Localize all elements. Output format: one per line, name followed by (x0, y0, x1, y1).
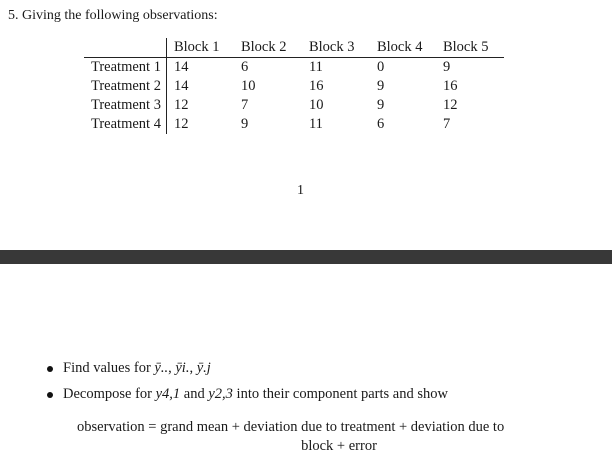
observations-table (84, 38, 504, 134)
table-corner-cell (84, 38, 166, 58)
table-cell: 11 (308, 59, 323, 75)
bullet-icon (47, 392, 53, 398)
table-cell: 9 (376, 78, 385, 94)
table-row (84, 58, 504, 78)
table-cell: 14 (173, 59, 189, 75)
list-item-decompose (44, 386, 448, 403)
treatment-mean-symbol: ȳi. (175, 360, 190, 376)
table-row (84, 115, 504, 134)
table-cell: 10 (240, 78, 256, 94)
row-header-treatment-1: Treatment 1 (84, 58, 166, 78)
formula-line-2: block + error (301, 438, 377, 454)
row-header-treatment-4: Treatment 4 (84, 115, 166, 134)
column-header-block-4: Block 4 (370, 38, 436, 58)
table-cell: 16 (442, 78, 458, 94)
page-separator (0, 250, 612, 264)
observation-y23: y2,3 (208, 386, 233, 402)
table-cell: 9 (240, 116, 249, 132)
table-row (84, 77, 504, 96)
page-two (0, 264, 612, 464)
table-cell: 0 (376, 59, 385, 75)
table-row (84, 96, 504, 115)
table-cell: 11 (308, 116, 323, 132)
grand-mean-symbol: ȳ.. (154, 360, 169, 376)
table-cell: 9 (376, 97, 385, 113)
table-cell: 10 (308, 97, 324, 113)
list-item-find-values: Find values for ȳ.., ȳi., ȳ.j (44, 360, 448, 377)
table-cell: 16 (308, 78, 324, 94)
row-header-treatment-2: Treatment 2 (84, 77, 166, 96)
table-cell: 7 (240, 97, 249, 113)
table-cell: 14 (173, 78, 189, 94)
table-cell: 6 (376, 116, 385, 132)
column-header-block-1: Block 1 (166, 38, 234, 58)
task-list (44, 360, 448, 412)
table-header-row (84, 38, 504, 58)
decompose-prefix: Decompose for (63, 386, 156, 402)
column-header-block-2: Block 2 (234, 38, 302, 58)
bullet-icon (47, 366, 53, 372)
table-cell: 12 (442, 97, 458, 113)
column-header-block-3: Block 3 (302, 38, 370, 58)
decompose-connector: and (180, 386, 209, 402)
table-cell: 7 (442, 116, 451, 132)
decomposition-formula (77, 418, 601, 456)
row-header-treatment-3: Treatment 3 (84, 96, 166, 115)
decompose-suffix: into their component parts and show (232, 386, 448, 402)
table-cell: 12 (173, 116, 189, 132)
block-mean-symbol: ȳ.j (196, 360, 211, 376)
table-cell: 9 (442, 59, 451, 75)
problem-heading: 5. Giving the following observations: (8, 8, 218, 23)
table-cell: 12 (173, 97, 189, 113)
column-header-block-5: Block 5 (436, 38, 504, 58)
page-number: 1 (297, 183, 304, 198)
table-cell: 6 (240, 59, 249, 75)
find-prefix: Find values for (63, 360, 155, 376)
formula-line-1: observation = grand mean + deviation due to treatment + deviation due to (77, 419, 505, 435)
observation-y41: y4,1 (155, 386, 181, 402)
